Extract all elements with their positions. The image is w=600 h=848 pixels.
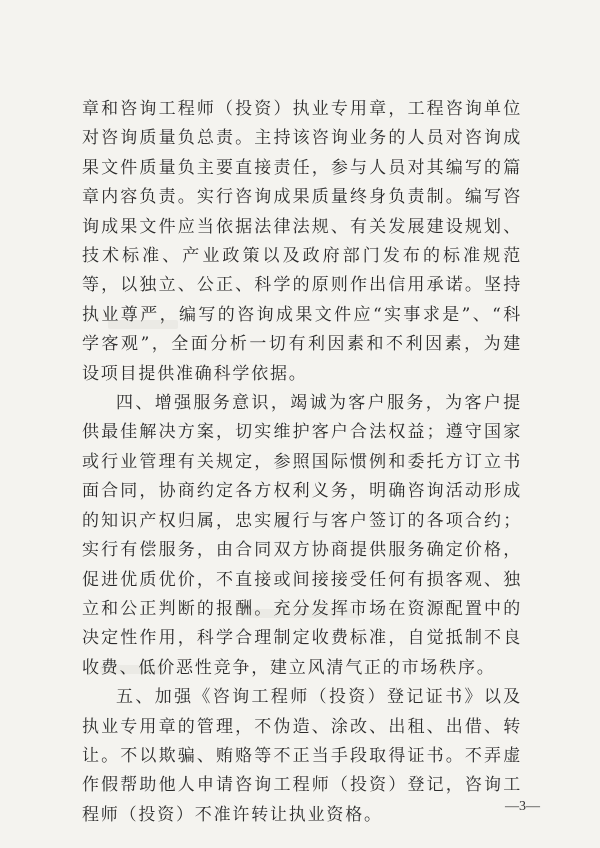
paragraph-continuation: 章和咨询工程师（投资）执业专用章，工程咨询单位对咨询质量负总责。主持该咨询业务的人员对咨询成果文件质量负主要直接责任，参与人员对其编写的篇章内容负责。实行咨询成果质量终身负责制。编写咨询成果文件应当依据法律法规、有关发展建设规划、技术标准、产业政策以及政府部门发布的标准规范等，以独立、公正、科学的原则作出信用承诺。坚持执业尊严，编写的咨询成果文件应“实事求是”、“科学客观”，全面分析一切有利因素和不利因素，为建设项目提供准确科学依据。 — [82, 99, 522, 384]
paragraph-item-5: 五、加强《咨询工程师（投资）登记证书》以及执业专用章的管理，不伪造、涂改、出租、出借、转让。不以欺骗、贿赂等不正当手段取得证书。不弄虚作假帮助他人申请咨询工程师（投资）登记，咨询工程师（投资）不准许转让执业资格。 — [82, 687, 522, 825]
page-number: —3— — [505, 799, 540, 814]
document-body — [82, 95, 522, 830]
paragraph-item-4: 四、增强服务意识，竭诚为客户服务，为客户提供最佳解决方案，切实维护客户合法权益；遵守国家或行业管理有关规定，参照国际惯例和委托方订立书面合同，协商约定各方权利义务，明确咨询活动形成的知识产权归属，忠实履行与客户签订的各项合约；实行有偿服务，由合同双方协商提供服务确定价格，促进优质优价，不直接或间接接受任何有损客观、独立和公正判断的报酬。充分发挥市场在资源配置中的决定性作用，科学合理制定收费标准，自觉抵制不良收费、低价恶性竞争，建立风清气正的市场秩序。 — [82, 393, 522, 678]
